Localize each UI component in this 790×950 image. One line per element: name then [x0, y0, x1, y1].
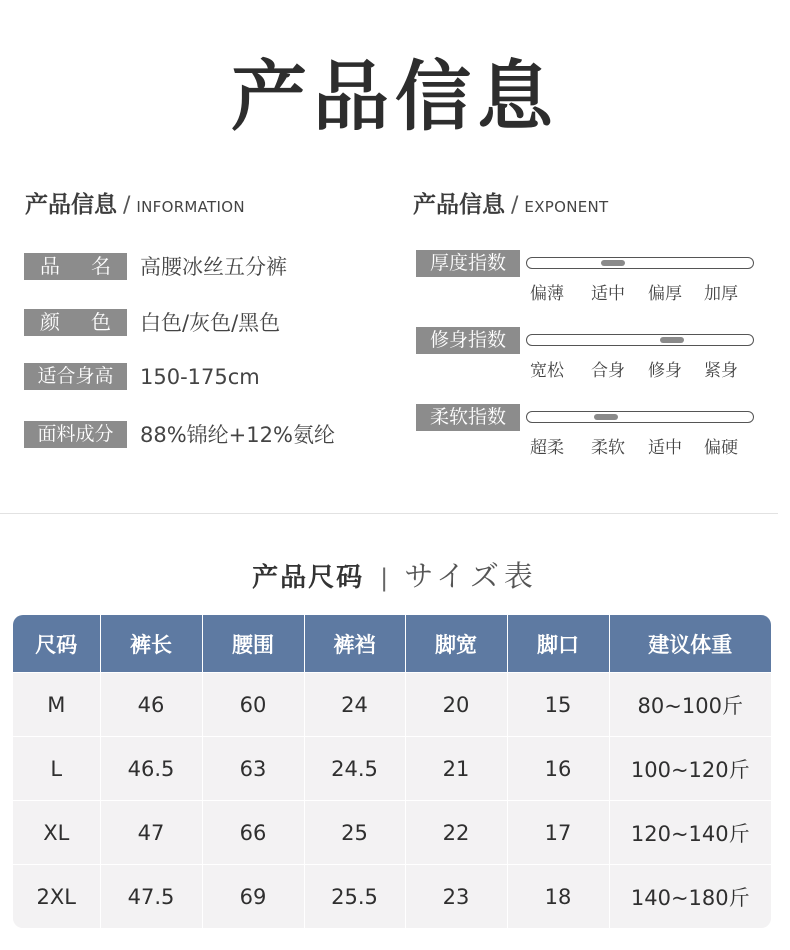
table-cell: 16	[507, 737, 609, 801]
info-row-height	[24, 363, 260, 391]
index-option: 偏厚	[648, 284, 682, 304]
info-value: 150-175cm	[140, 364, 260, 389]
index-fit	[416, 327, 761, 387]
info-label-char: 品	[40, 253, 60, 278]
table-cell: 46.5	[100, 737, 202, 801]
table-row	[13, 865, 771, 929]
exponent-heading-slash: /	[511, 193, 519, 218]
exponent-heading-cn: 产品信息	[413, 192, 505, 218]
info-row-fabric	[24, 419, 335, 447]
info-heading-en: INFORMATION	[136, 198, 245, 216]
info-label	[24, 253, 127, 280]
index-option: 偏硬	[704, 438, 738, 458]
size-title-jp: サイズ表	[404, 559, 538, 593]
index-marker	[594, 414, 618, 420]
index-option: 宽松	[530, 361, 564, 381]
table-cell: 69	[202, 865, 304, 929]
index-marker	[601, 260, 625, 266]
table-cell: 100~120斤	[609, 737, 771, 801]
column-header: 腰围	[202, 615, 304, 673]
column-header: 裤长	[100, 615, 202, 673]
table-cell: 63	[202, 737, 304, 801]
index-option: 加厚	[704, 284, 738, 304]
table-cell: 66	[202, 801, 304, 865]
section-divider	[0, 513, 778, 514]
size-table-header	[13, 615, 771, 673]
table-cell: 22	[405, 801, 507, 865]
size-title-separator: |	[380, 564, 389, 592]
column-header: 建议体重	[609, 615, 771, 673]
info-label: 适合身高	[24, 363, 127, 390]
column-header: 脚宽	[405, 615, 507, 673]
table-cell: 46	[100, 673, 202, 737]
exponent-heading-en: EXPONENT	[524, 198, 609, 216]
table-row	[13, 673, 771, 737]
column-header: 脚口	[507, 615, 609, 673]
index-thickness	[416, 250, 761, 310]
table-cell: 25.5	[304, 865, 405, 929]
table-cell: M	[13, 673, 100, 737]
info-label-char: 颜	[40, 309, 60, 334]
info-label-char: 名	[91, 253, 111, 278]
table-cell: 24.5	[304, 737, 405, 801]
size-table	[13, 615, 771, 928]
index-track	[526, 334, 754, 346]
column-header: 尺码	[13, 615, 100, 673]
table-cell: L	[13, 737, 100, 801]
info-value: 白色/灰色/黑色	[140, 311, 281, 335]
column-header: 裤裆	[304, 615, 405, 673]
info-row-color	[24, 307, 280, 335]
info-heading-slash: /	[123, 193, 131, 218]
table-cell: 17	[507, 801, 609, 865]
index-option: 适中	[591, 284, 625, 304]
info-value: 高腰冰丝五分裤	[140, 255, 287, 279]
table-cell: 18	[507, 865, 609, 929]
info-label: 面料成分	[24, 421, 127, 448]
table-row	[13, 737, 771, 801]
index-track	[526, 411, 754, 423]
index-label: 厚度指数	[416, 250, 520, 277]
info-label	[24, 309, 127, 336]
table-cell: 21	[405, 737, 507, 801]
index-option: 超柔	[530, 438, 564, 458]
index-track	[526, 257, 754, 269]
table-cell: 23	[405, 865, 507, 929]
table-row	[13, 801, 771, 865]
page-title: 产品信息	[231, 52, 559, 141]
table-cell: 20	[405, 673, 507, 737]
info-value: 88%锦纶+12%氨纶	[140, 423, 335, 447]
table-cell: 140~180斤	[609, 865, 771, 929]
table-cell: 15	[507, 673, 609, 737]
table-cell: 60	[202, 673, 304, 737]
table-cell: 80~100斤	[609, 673, 771, 737]
index-marker	[660, 337, 684, 343]
table-cell: 47.5	[100, 865, 202, 929]
index-label: 柔软指数	[416, 404, 520, 431]
info-row-name	[24, 251, 287, 279]
index-option: 偏薄	[530, 284, 564, 304]
exponent-heading	[413, 186, 609, 220]
table-cell: 47	[100, 801, 202, 865]
table-cell: 120~140斤	[609, 801, 771, 865]
info-label-char: 色	[91, 309, 111, 334]
index-option: 合身	[591, 361, 625, 381]
index-option: 柔软	[591, 438, 625, 458]
table-cell: 25	[304, 801, 405, 865]
size-title-cn: 产品尺码	[252, 563, 365, 593]
index-option: 适中	[648, 438, 682, 458]
table-cell: 2XL	[13, 865, 100, 929]
info-heading-cn: 产品信息	[25, 192, 117, 218]
table-cell: 24	[304, 673, 405, 737]
index-label: 修身指数	[416, 327, 520, 354]
index-softness	[416, 404, 761, 464]
table-cell: XL	[13, 801, 100, 865]
info-heading	[25, 186, 245, 220]
index-option: 紧身	[704, 361, 738, 381]
index-option: 修身	[648, 361, 682, 381]
size-chart-title	[0, 554, 790, 595]
